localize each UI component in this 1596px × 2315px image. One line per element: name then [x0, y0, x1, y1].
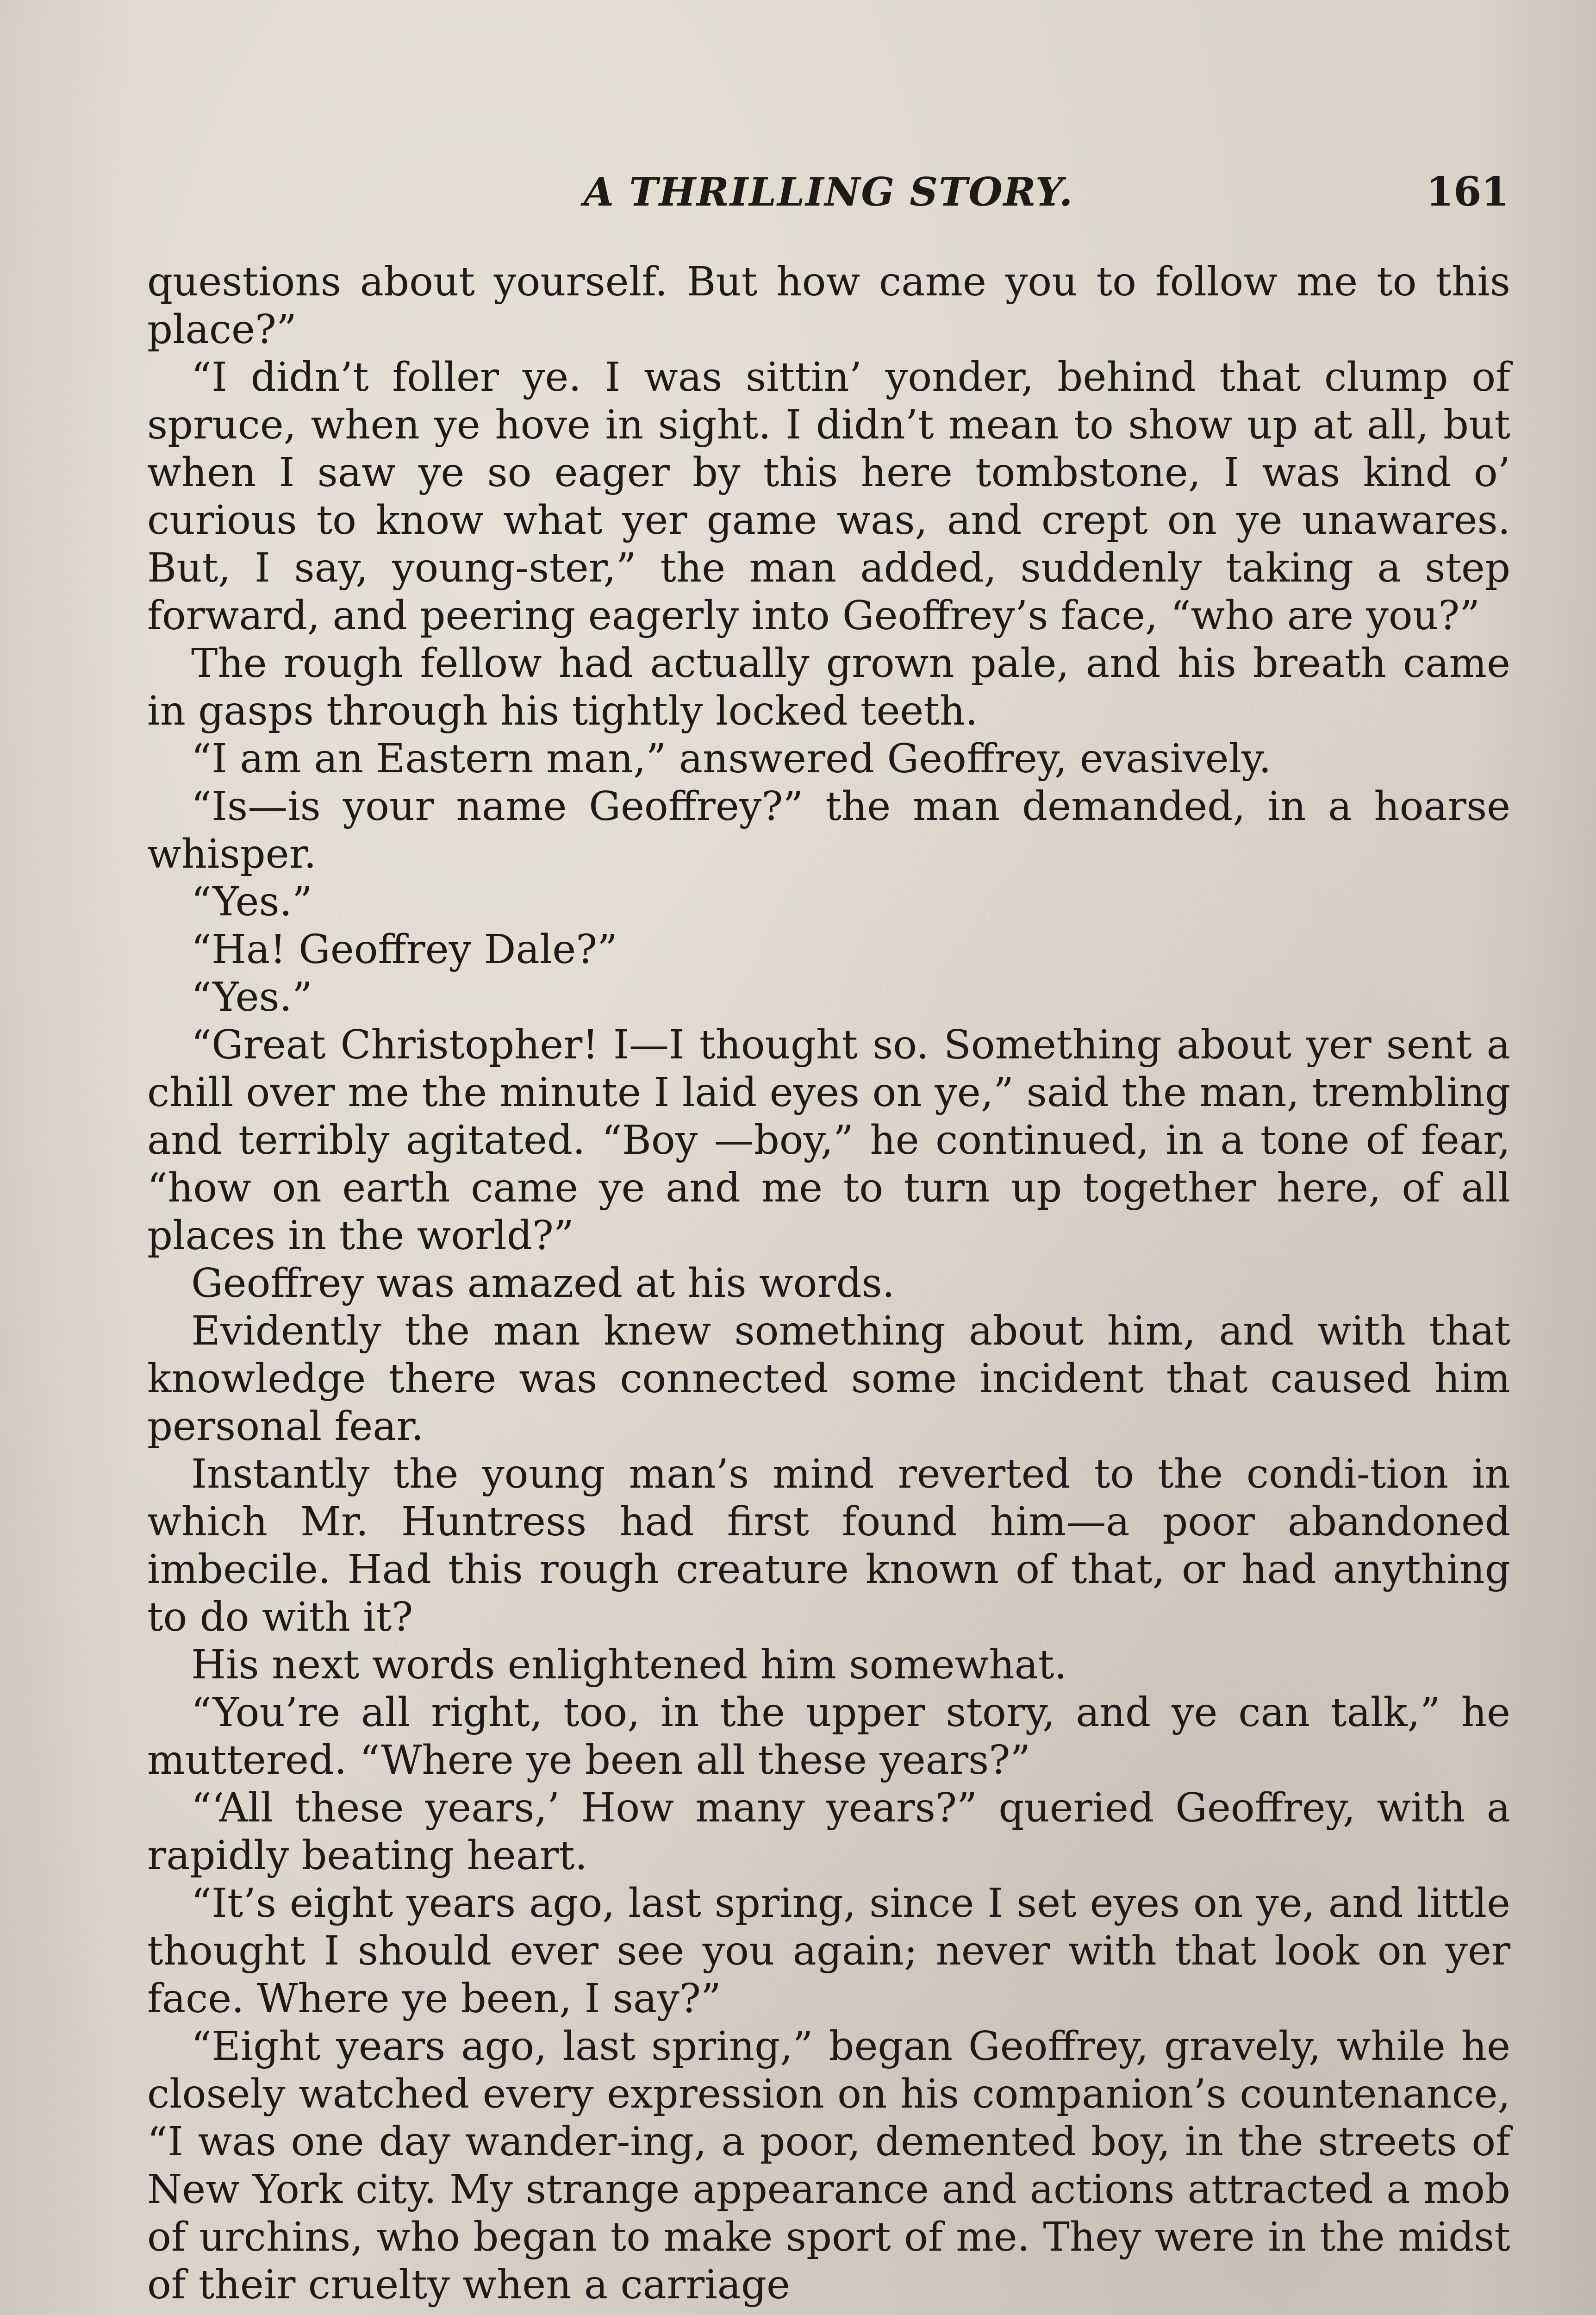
paragraph: “Eight years ago, last spring,” began Geoffrey, gravely, while he closely watched every expression on his companion’s countenance, “I was one day wander-ing, a poor, demented boy, in the streets of New York city. My strange appearance and actions attracted a mob of urchins, who began to make sport of me. They were in the midst of their cruelty when a carriage [147, 2023, 1510, 2308]
paragraph: “I am an Eastern man,” answered Geoffrey, evasively. [191, 736, 1272, 782]
paragraph: “Ha! Geoffrey Dale?” [191, 926, 618, 973]
body-text [147, 258, 1510, 2309]
running-head [148, 167, 1509, 218]
paragraph: “Is—is your name Geoffrey?” the man demanded, in a hoarse whisper. [147, 783, 1510, 877]
page-number: 161 [1426, 169, 1509, 215]
paragraph: Evidently the man knew something about him, and with that knowledge there was connected some incident that caused him personal fear. [147, 1308, 1510, 1450]
running-title: A THRILLING STORY. [583, 169, 1074, 215]
paragraph: His next words enlightened him somewhat. [191, 1642, 1067, 1688]
paragraph: “Yes.” [191, 879, 312, 925]
paragraph: “Yes.” [191, 974, 312, 1020]
paragraph: “It’s eight years ago, last spring, since I set eyes on ye, and little thought I should ever see you again; never with that look on yer face. Where ye been, I say?” [147, 1880, 1510, 2022]
paragraph: “I didn’t foller ye. I was sittin’ yonder, behind that clump of spruce, when ye hove in sight. I didn’t mean to show up at all, but when I saw ye so eager by this here tombstone, I was kind o’ curious to know what yer game was, and crept on ye unawares. But, I say, young-ster,” the man added, suddenly taking a step forward, and peering eagerly into Geoffrey’s face, “who are you?” [147, 354, 1510, 639]
paragraph: Instantly the young man’s mind reverted to the condi-tion in which Mr. Huntress had first found him—a poor abandoned imbecile. Had this rough creature known of that, or had anything to do with it? [147, 1451, 1510, 1640]
paragraph: “You’re all right, too, in the upper story, and ye can talk,” he muttered. “Where ye been all these years?” [147, 1689, 1510, 1783]
paragraph: The rough fellow had actually grown pale, and his breath came in gasps through his tightly locked teeth. [147, 640, 1510, 734]
paragraph: “Great Christopher! I—I thought so. Something about yer sent a chill over me the minute I laid eyes on ye,” said the man, trembling and terribly agitated. “Boy —boy,” he continued, in a tone of fear, “how on earth came ye and me to turn up together here, of all places in the world?” [147, 1022, 1510, 1259]
paragraph: Geoffrey was amazed at his words. [191, 1260, 895, 1307]
paragraph: “‘All these years,’ How many years?” queried Geoffrey, with a rapidly beating heart. [147, 1785, 1510, 1879]
paragraph: questions about yourself. But how came you to follow me to this place?” [147, 259, 1510, 353]
